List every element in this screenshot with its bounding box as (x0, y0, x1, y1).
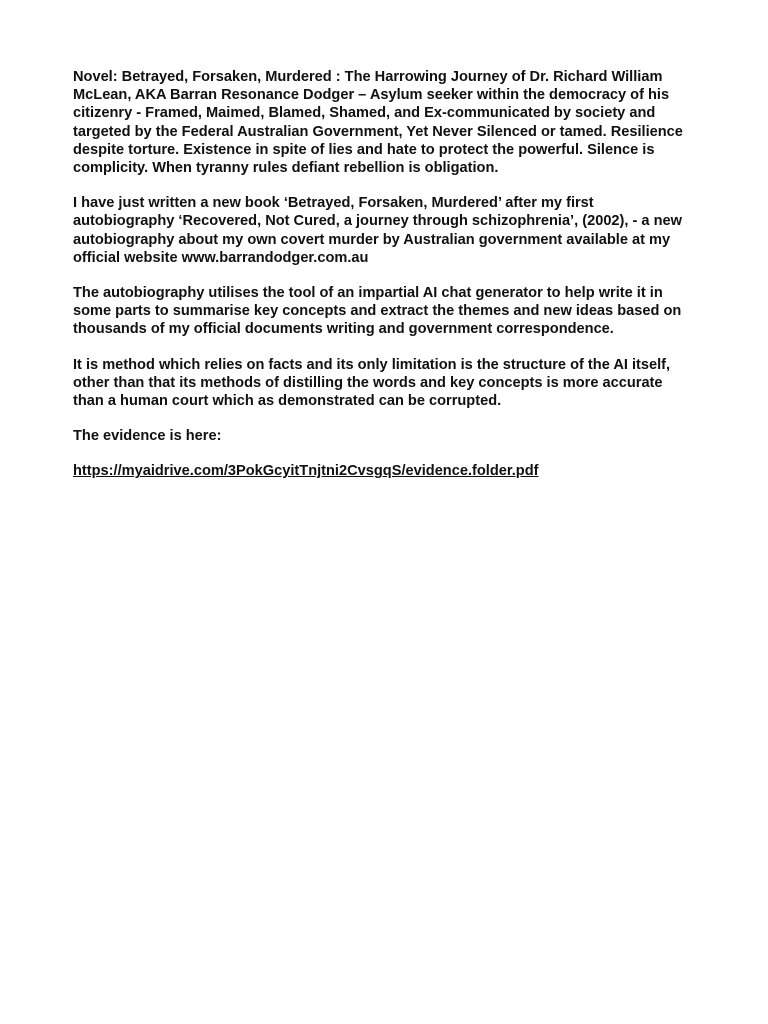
paragraph-title: Novel: Betrayed, Forsaken, Murdered : The Harrowing Journey of Dr. Richard William McLean, AKA Barran Resonance Dodger – Asylum seeker within the democracy of his citizenry - Framed, Maimed, Blamed, Shamed, and Ex-communicated by society and targeted by the Federal Australian Government, Yet Never Silenced or tamed. Resilience despite torture. Existence in spite of lies and hate to protect the powerful. Silence is complicity. When tyranny rules defiant rebellion is obligation. (73, 69, 683, 177)
paragraph-method-accuracy: It is method which relies on facts and its only limitation is the structure of the AI itself, other than that its methods of distilling the words and key concepts is more accurate than a human court which as demonstrated can be corrupted. (73, 356, 671, 410)
paragraph-ai-method: The autobiography utilises the tool of an impartial AI chat generator to help write it in some parts to summarise key concepts and extract the themes and new ideas based on thousands of my official documents writing and government correspondence. (73, 285, 682, 338)
evidence-link[interactable]: https://myaidrive.com/3PokGcyitTnjtni2CvsgqS/evidence.folder.pdf (73, 463, 539, 480)
paragraph-book-announcement: I have just written a new book ‘Betrayed, Forsaken, Murdered’ after my first autobiography ‘Recovered, Not Cured, a journey through schizophrenia’, (2002), - a new autobiography about my own covert murder by Australian government available at my official website www.barrandodger.com.au (73, 195, 682, 266)
evidence-link-paragraph (73, 462, 688, 480)
paragraph-evidence-intro: The evidence is here: (73, 428, 222, 445)
document-body (73, 68, 688, 498)
